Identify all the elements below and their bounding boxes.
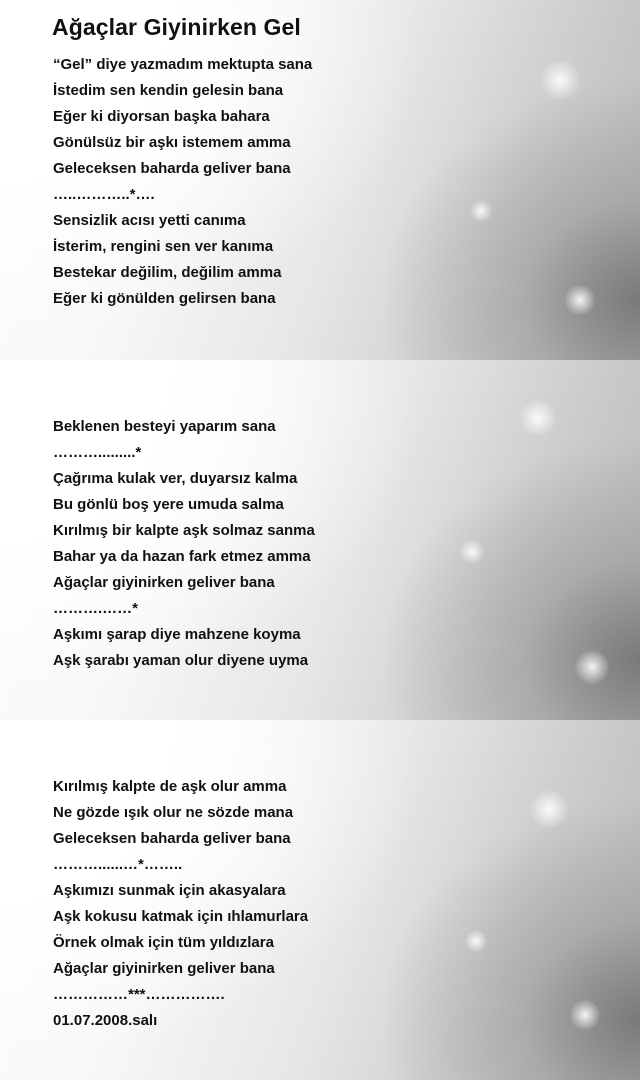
poem-line: Ne gözde ışık olur ne sözde mana [53, 804, 294, 821]
poem-panel-3 [0, 720, 640, 1080]
poem-line: Bu gönlü boş yere umuda salma [53, 496, 284, 513]
poem-line: Sensizlik acısı yetti canıma [53, 212, 246, 229]
poem-line: Geleceksen baharda geliver bana [53, 160, 291, 177]
poem-line: Aşkımızı sunmak için akasyalara [53, 882, 286, 899]
poem-line: “Gel” diye yazmadım mektupta sana [53, 56, 313, 73]
poem-line: Beklenen besteyi yaparım sana [53, 418, 276, 435]
poem-line: Kırılmış bir kalpte aşk solmaz sanma [53, 522, 315, 539]
poem-line: Çağrıma kulak ver, duyarsız kalma [53, 470, 298, 487]
poem-title: Ağaçlar Giyinirken Gel [52, 14, 301, 40]
poem-line: Eğer ki diyorsan başka bahara [53, 108, 270, 125]
poem-separator: …..………..*…. [53, 186, 155, 203]
poem-line: İsterim, rengini sen ver kanıma [53, 238, 274, 255]
poem-panel-2 [0, 360, 640, 720]
poem-separator: ………......…*…….. [53, 856, 183, 873]
poem-line: Ağaçlar giyinirken geliver bana [53, 574, 275, 591]
poem-line: Geleceksen baharda geliver bana [53, 830, 291, 847]
poem-line: Aşkımı şarap diye mahzene koyma [53, 626, 301, 643]
poem-panel-content [53, 774, 633, 1034]
poem-panel-content [53, 12, 633, 312]
poem-line: Bahar ya da hazan fark etmez amma [53, 548, 311, 565]
poem-line: Aşk şarabı yaman olur diyene uyma [53, 652, 309, 669]
poem-separator: ……….……* [53, 600, 139, 617]
poem-separator: ……….........* [53, 444, 142, 461]
poem-line: Eğer ki gönülden gelirsen bana [53, 290, 276, 307]
poem-date: 01.07.2008.salı [53, 1012, 158, 1029]
poem-panel-content [53, 414, 633, 674]
poem-line: Gönülsüz bir aşkı istemem amma [53, 134, 291, 151]
poem-line: İstedim sen kendin gelesin bana [53, 82, 284, 99]
poem-panel-1 [0, 0, 640, 360]
poem-line: Örnek olmak için tüm yıldızlara [53, 934, 274, 951]
poem-line: Aşk kokusu katmak için ıhlamurlara [53, 908, 309, 925]
poem-line: Ağaçlar giyinirken geliver bana [53, 960, 275, 977]
poem-separator: ……………***……………. [53, 986, 225, 1003]
poem-line: Kırılmış kalpte de aşk olur amma [53, 778, 287, 795]
poem-line: Bestekar değilim, değilim amma [53, 264, 282, 281]
